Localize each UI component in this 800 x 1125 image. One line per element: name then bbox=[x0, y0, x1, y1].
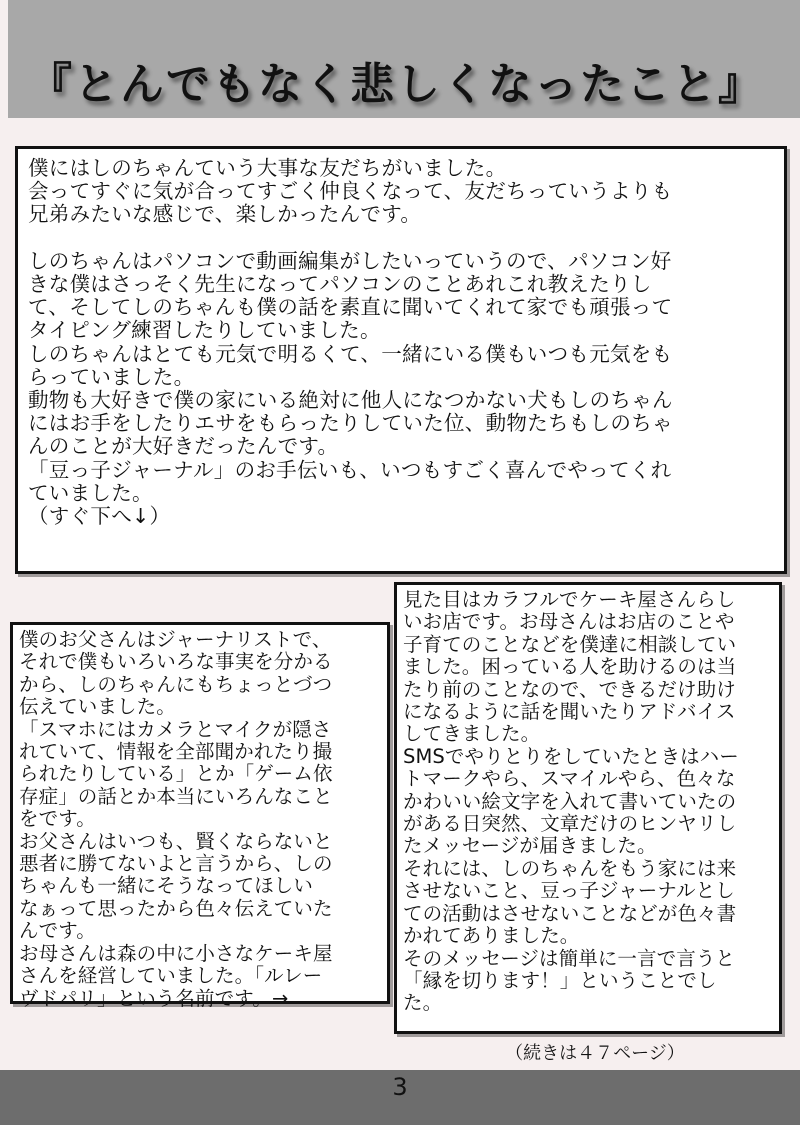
message-paragraph: 見た目はカラフルでケーキ屋さんらし いお店です。お母さんはお店のことや 子育てのことなどを僕達に相談してい ました。困っている人を助けるのは当 たり前のことなので、できるだけ助け になるように話を聞いたりアドバイス してきました。 SMSでやりとりをしていたときはハー トマークやら、スマイルやら、色々な かわいい絵文字を入れて書いていたの がある日突然、文章だけのヒンヤリし たメッセージが届きました。 それには、しのちゃんをもう家には来 させないこと、豆っ子ジャーナルとし ての活動はさせないことなどが色々書 かれてありました。 そのメッセージは簡単に一言で言うと 「縁を切ります！」ということでし た。 bbox=[403, 588, 739, 1015]
intro-paragraph: 僕にはしのちゃんていう大事な友だちがいました。 会ってすぐに気が合ってすごく仲良くなって、友だちっていうよりも 兄弟みたいな感じで、楽しかったんです。 しのちゃんはパソコンで動画編集がしたいっていうので、パソコン好 きな僕はさっそく先生になってパソコンのことあれこれ教えたりし て、そしてしのちゃんも僕の話を素直に聞いてくれて家でも頑張って タイピング練習したりしていました。 しのちゃんはとても元気で明るくて、一緒にいる僕もいつも元気をも らっていました。 動物も大好きで僕の家にいる絶対に他人になつかない犬もしのちゃん にはお手をしたりエサをもらったりしていた位、動物たちもしのちゃ んのことが大好きだったんです。 「豆っ子ジャーナル」のお手伝いも、いつもすごく喜んでやってくれ ていました。 （すぐ下へ↓） bbox=[28, 156, 673, 529]
story-box-father bbox=[10, 622, 390, 1010]
continued-note: （続きは４７ページ） bbox=[505, 1043, 685, 1064]
story-box-intro bbox=[15, 146, 787, 574]
father-paragraph: 僕のお父さんはジャーナリストで、 それで僕もいろいろな事実を分かる から、しのちゃんにもちょっとづつ 伝えていました。 「スマホにはカメラとマイクが隠さ れていて、情報を全部聞かれたり撮 られたりしている」とか「ゲーム依 存症」の話とか本当にいろんなこと をです。 お父さんはいつも、賢くならないと 悪者に勝てないよと言うから、しの ちゃんも一緒にそうなってほしい なぁって思ったから色々伝えていた んです。 お母さんは森の中に小さなケーキ屋 さんを経営していました。「ルレー ヴドパリ」という名前です。→ bbox=[19, 628, 333, 1010]
page-number: 3 bbox=[392, 1073, 408, 1101]
story-box-message bbox=[394, 582, 782, 1034]
page-title: 『とんでもなく悲しくなったこと』 bbox=[28, 59, 764, 110]
